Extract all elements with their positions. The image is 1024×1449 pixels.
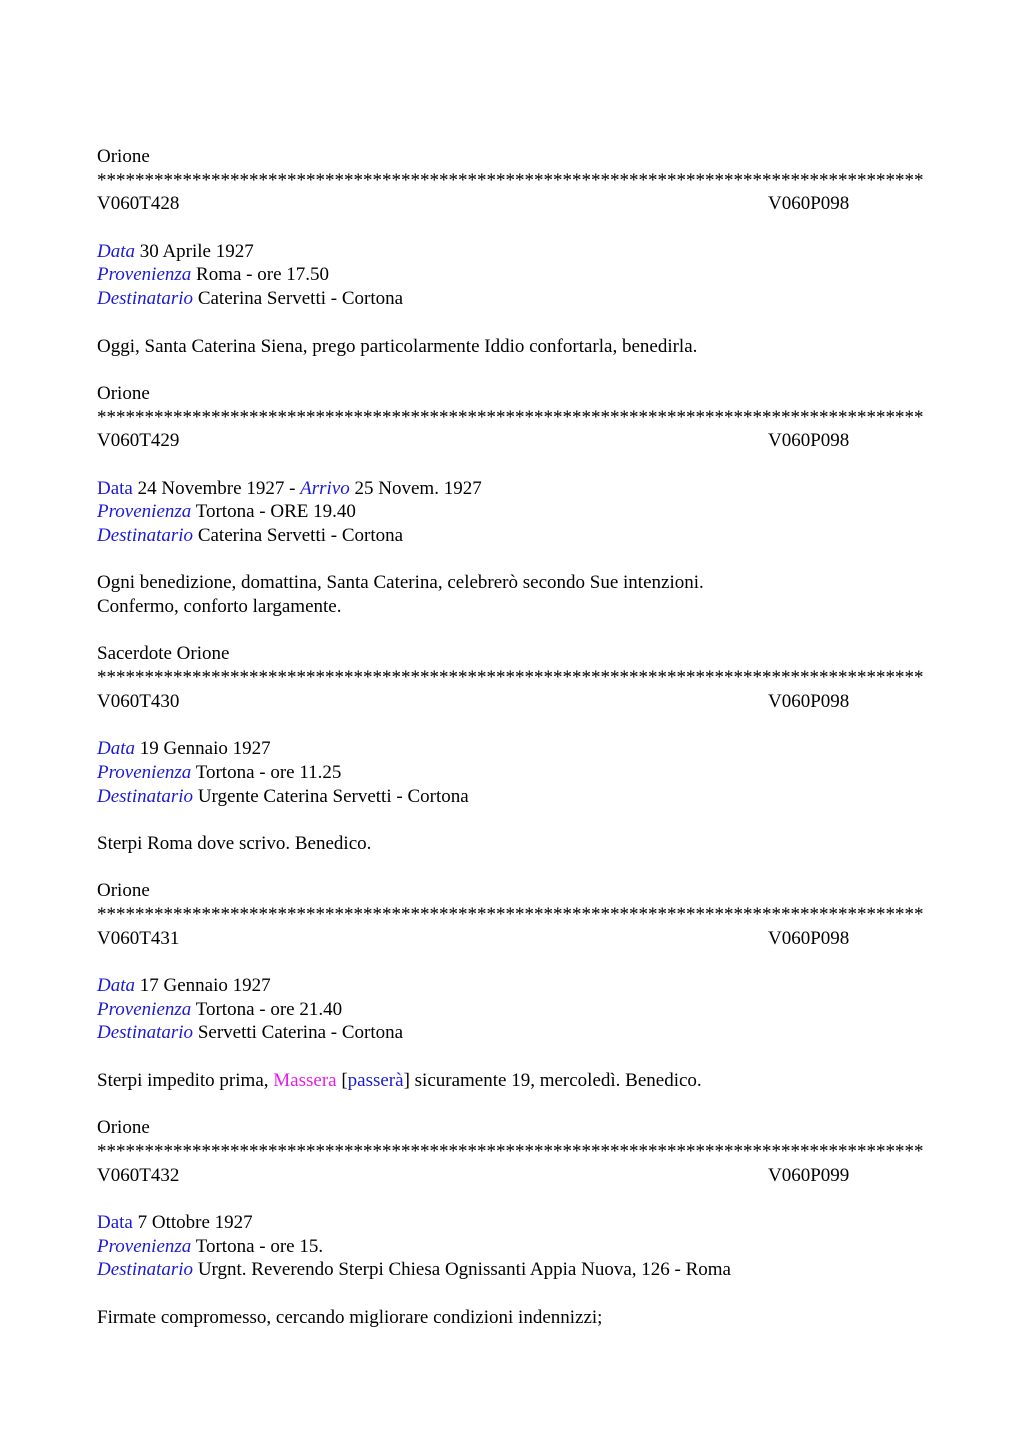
data-value: 19 Gennaio 1927	[139, 738, 271, 760]
separator: ***************************************************************************************	[97, 904, 924, 925]
body-before: Sterpi impedito prima,	[97, 1069, 274, 1091]
destinatario-line	[97, 785, 927, 809]
bracket-annotation: passerà	[347, 1069, 404, 1091]
data-value: 30 Aprile 1927	[139, 240, 254, 262]
data-label: Data	[97, 738, 135, 760]
signature: Sacerdote Orione	[97, 643, 230, 665]
destinatario-value: Caterina Servetti - Cortona	[197, 525, 404, 546]
provenienza-value: Roma - ore 17.50	[196, 264, 330, 286]
entry-id-row	[97, 1164, 927, 1188]
signature: Orione	[97, 382, 150, 404]
body-text: Sterpi Roma dove scrivo. Benedico.	[97, 832, 372, 854]
destinatario-line	[97, 287, 927, 311]
destinatario-label: Destinatario	[97, 785, 194, 807]
body-text: Firmate compromesso, cercando migliorare condizioni indennizzi;	[97, 1306, 603, 1328]
destinatario-label: Destinatario	[97, 1022, 194, 1044]
provenienza-line	[97, 1235, 927, 1259]
provenienza-value: Tortona - ore 11.25	[195, 761, 342, 783]
entry-id-row	[97, 690, 927, 714]
destinatario-value: Urgente Caterina Servetti - Cortona	[197, 785, 469, 807]
body-text	[97, 1069, 927, 1093]
data-line	[97, 974, 927, 998]
bracket-open: [	[336, 1069, 348, 1091]
entry-id-row	[97, 927, 927, 951]
provenienza-label: Provenienza	[97, 1235, 192, 1257]
destinatario-line	[97, 1021, 927, 1045]
data-label: Data	[97, 477, 133, 499]
entry-id: V060T428	[97, 193, 180, 215]
data-label: Data	[97, 240, 135, 262]
entry-id: V060T432	[97, 1164, 180, 1186]
page-ref: V060P098	[768, 927, 850, 949]
separator: ***************************************************************************************	[97, 406, 924, 428]
destinatario-label: Destinatario	[97, 1259, 194, 1281]
page-ref: V060P098	[768, 690, 850, 712]
destinatario-value: Caterina Servetti - Cortona	[197, 288, 404, 310]
provenienza-label: Provenienza	[97, 264, 192, 286]
destinatario-value: Urgnt. Reverendo Sterpi Chiesa Ognissanti Appia Nuova, 126 - Roma	[197, 1259, 731, 1281]
entry-id: V060T430	[97, 690, 180, 712]
signature: Orione	[97, 1117, 150, 1139]
name-annotation: Massera	[273, 1069, 337, 1091]
separator: ***************************************************************************************	[97, 169, 924, 191]
provenienza-label: Provenienza	[97, 998, 192, 1020]
entry-id-row	[97, 192, 927, 216]
provenienza-line	[97, 500, 927, 524]
provenienza-value: Tortona - ore 21.40	[195, 998, 343, 1020]
separator: ***************************************************************************************	[97, 1140, 924, 1162]
page-ref: V060P099	[768, 1164, 850, 1186]
entry-id-row	[97, 429, 927, 453]
data-value: 17 Gennaio 1927	[139, 975, 271, 997]
provenienza-label: Provenienza	[97, 501, 192, 523]
arrivo-label: Arrivo	[300, 477, 350, 499]
data-line	[97, 477, 927, 501]
data-line	[97, 737, 927, 761]
entry-id: V060T429	[97, 430, 180, 452]
separator: ***************************************************************************************	[97, 667, 924, 689]
data-value: 7 Ottobre 1927	[137, 1211, 253, 1233]
data-value: 24 Novembre 1927 -	[137, 477, 296, 499]
provenienza-line	[97, 761, 927, 785]
provenienza-line	[97, 998, 927, 1022]
page-ref: V060P098	[768, 193, 850, 215]
data-label: Data	[97, 1211, 133, 1233]
provenienza-value: Tortona - ore 15.	[195, 1235, 324, 1257]
provenienza-value: Tortona - ORE 19.40	[195, 501, 356, 523]
data-line	[97, 240, 927, 264]
provenienza-label: Provenienza	[97, 761, 192, 783]
data-label: Data	[97, 975, 135, 997]
bracket-close: ]	[403, 1069, 410, 1091]
page-ref: V060P098	[768, 430, 850, 452]
signature: Orione	[97, 880, 150, 902]
destinatario-line	[97, 1258, 927, 1282]
signature: Orione	[97, 146, 150, 167]
data-line	[97, 1211, 927, 1235]
provenienza-line	[97, 263, 927, 287]
destinatario-label: Destinatario	[97, 525, 194, 546]
body-after: sicuramente 19, mercoledì. Benedico.	[409, 1069, 702, 1091]
body-text: Confermo, conforto largamente.	[97, 596, 342, 618]
arrivo-value: 25 Novem. 1927	[354, 477, 482, 499]
body-text: Ogni benedizione, domattina, Santa Caterina, celebrerò secondo Sue intenzioni.	[97, 572, 704, 594]
document-page	[97, 145, 927, 1329]
destinatario-value: Servetti Caterina - Cortona	[197, 1022, 404, 1044]
entry-id: V060T431	[97, 927, 180, 949]
destinatario-label: Destinatario	[97, 288, 194, 310]
body-text: Oggi, Santa Caterina Siena, prego particolarmente Iddio confortarla, benedirla.	[97, 335, 698, 357]
destinatario-line	[97, 524, 927, 548]
